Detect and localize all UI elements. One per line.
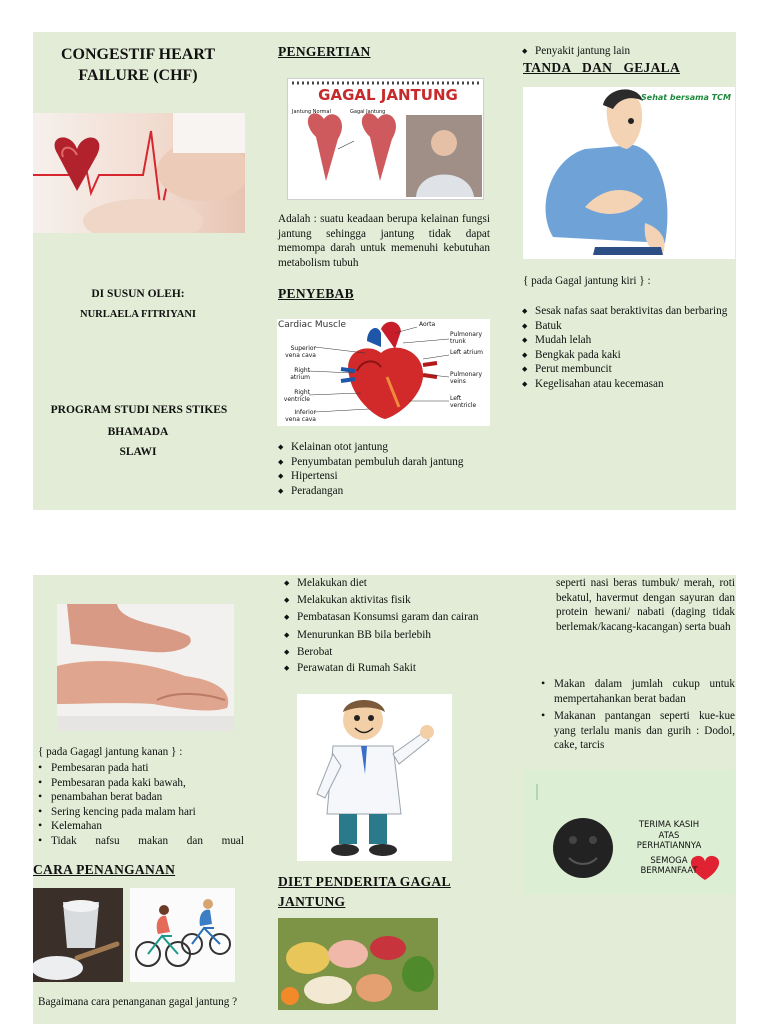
list-item: ◆ Mudah lelah (522, 333, 735, 348)
thanks-line: PERHATIANNYA (636, 841, 702, 851)
definition-text: Adalah : suatu keadaan berupa kelainan fungsi jantung sehingga jantung tidak dapat memompa darah untuk memenuhi kebutuhan metabolism tubuh (278, 213, 490, 269)
list-item: ◆ Berobat (284, 645, 496, 660)
institution-name: BHAMADA (107, 426, 169, 438)
thanks-line: TERIMA KASIH (638, 820, 700, 830)
list-item: • Sering kencing pada malam hari (38, 805, 244, 820)
doctor-illustration (297, 694, 452, 861)
diagram-title: Cardiac Muscle (278, 320, 347, 330)
heading-tanda-gejala: TANDA DAN GEJALA (523, 60, 680, 75)
list-item: • Pembesaran pada kaki bawah, (38, 776, 244, 791)
list-item: ◆ Pembatasan Konsumsi garam dan cairan (284, 609, 496, 626)
diagram-label-left-atrium: Left atrium (450, 349, 484, 356)
diagram-label-pulmonary-veins: Pulmonary veins (450, 371, 482, 385)
list-item: • Kelemahan (38, 819, 244, 834)
gagal-jantung-image (287, 78, 484, 200)
diagram-label-aorta: Aorta (419, 321, 436, 328)
list-item: ◆ Perawatan di Rumah Sakit (284, 661, 496, 676)
heading-cara-penanganan: CARA PENANGANAN (33, 862, 176, 877)
list-item: • Makanan pantangan seperti kue-kue yang terlalu manis dan gurih : Dodol, cake, tarcis (541, 709, 735, 753)
right-signs-list (38, 761, 244, 849)
list-item: ◆ Peradangan (278, 484, 493, 499)
list-item: ◆ Melakukan diet (284, 576, 496, 591)
list-item: • penambahan berat badan (38, 790, 244, 805)
diagram-label-inferior-vena-cava: Inferior vena cava (285, 409, 316, 423)
list-item: ◆ Batuk (522, 319, 735, 334)
heading-penyebab: PENYEBAB (278, 286, 354, 301)
leaflet-title: CONGESTIF HEART FAILURE (CHF) (61, 46, 215, 84)
list-item: ◆ Kelainan otot jantung (278, 440, 493, 455)
list-item: ◆ Sesak nafas saat beraktivitas dan berbaring (522, 304, 735, 319)
program-name: PROGRAM STUDI NERS STIKES (50, 404, 228, 416)
diagram-label-right-ventricle: Right ventricle (283, 389, 310, 403)
thanks-line: BERMANFAAT (640, 866, 698, 876)
list-item: ◆ Perut membuncit (522, 362, 735, 377)
heart-ecg-photo (33, 113, 245, 233)
cardiac-muscle-diagram (277, 319, 490, 426)
other-cause-list (522, 44, 734, 59)
list-item: ◆ Hipertensi (278, 469, 493, 484)
causes-list (278, 440, 493, 498)
sick-man-illustration (523, 87, 735, 259)
swollen-feet-photo (57, 604, 234, 731)
thanks-line: ATAS (658, 830, 680, 841)
right-heart-label: { pada Gagagl jantung kanan } : (38, 746, 183, 758)
thank-you-card (523, 770, 735, 894)
left-heart-label: { pada Gagal jantung kiri } : (523, 275, 651, 287)
cycling-illustration (130, 888, 235, 982)
illustration-banner: Sehat bersama TCM (641, 93, 731, 102)
healthy-food-photo (278, 918, 438, 1010)
thanks-text (619, 820, 719, 877)
list-item: ◆ Melakukan aktivitas fisik (284, 593, 496, 608)
list-item: ◆ Penyakit jantung lain (522, 44, 734, 59)
heading-pengertian: PENGERTIAN (278, 44, 371, 59)
salt-photo (33, 888, 123, 982)
treatment-question: Bagaimana cara penanganan gagal jantung ? (38, 996, 238, 1008)
list-item: • Tidak nafsu makan dan mual (38, 834, 244, 849)
list-item: ◆ Bengkak pada kaki (522, 348, 735, 363)
diet-continued-text: seperti nasi beras tumbuk/ merah, roti bekatul, havermut dengan sayuran dan protein hewani/ nabati (daging tidak berlemak/kacang-kacangan) serta buah (556, 577, 735, 633)
diagram-label-pulmonary-trunk: Pulmonary trunk (450, 331, 482, 345)
treatment-list (284, 576, 496, 676)
thanks-line: SEMOGA (650, 855, 688, 866)
image-title: GAGAL JANTUNG (318, 86, 458, 104)
list-item: • Makan dalam jumlah cukup untuk mempertahankan berat badan (541, 677, 735, 706)
diet-list (541, 677, 735, 753)
list-item: ◆ Kegelisahan atau kecemasan (522, 377, 735, 392)
author-name: NURLAELA FITRIYANI (79, 309, 196, 320)
list-item: ◆ Menurunkan BB bila berlebih (284, 628, 496, 643)
left-signs-list (522, 304, 735, 392)
diagram-label-superior-vena-cava: Superior vena cava (285, 345, 316, 359)
city-name: SLAWI (119, 446, 157, 458)
diagram-label-left-ventricle: Left ventricle (450, 395, 477, 409)
image-label-normal: Jantung Normal (292, 109, 331, 115)
image-label-failure: Gagal Jantung (350, 109, 386, 115)
heading-diet: DIET PENDERITA GAGAL JANTUNG (278, 874, 451, 909)
list-item: • Pembesaran pada hati (38, 761, 244, 776)
diagram-label-right-atrium: Right atrium (290, 367, 310, 381)
list-item: ◆ Penyumbatan pembuluh darah jantung (278, 455, 493, 470)
author-label: DI SUSUN OLEH: (91, 288, 185, 300)
